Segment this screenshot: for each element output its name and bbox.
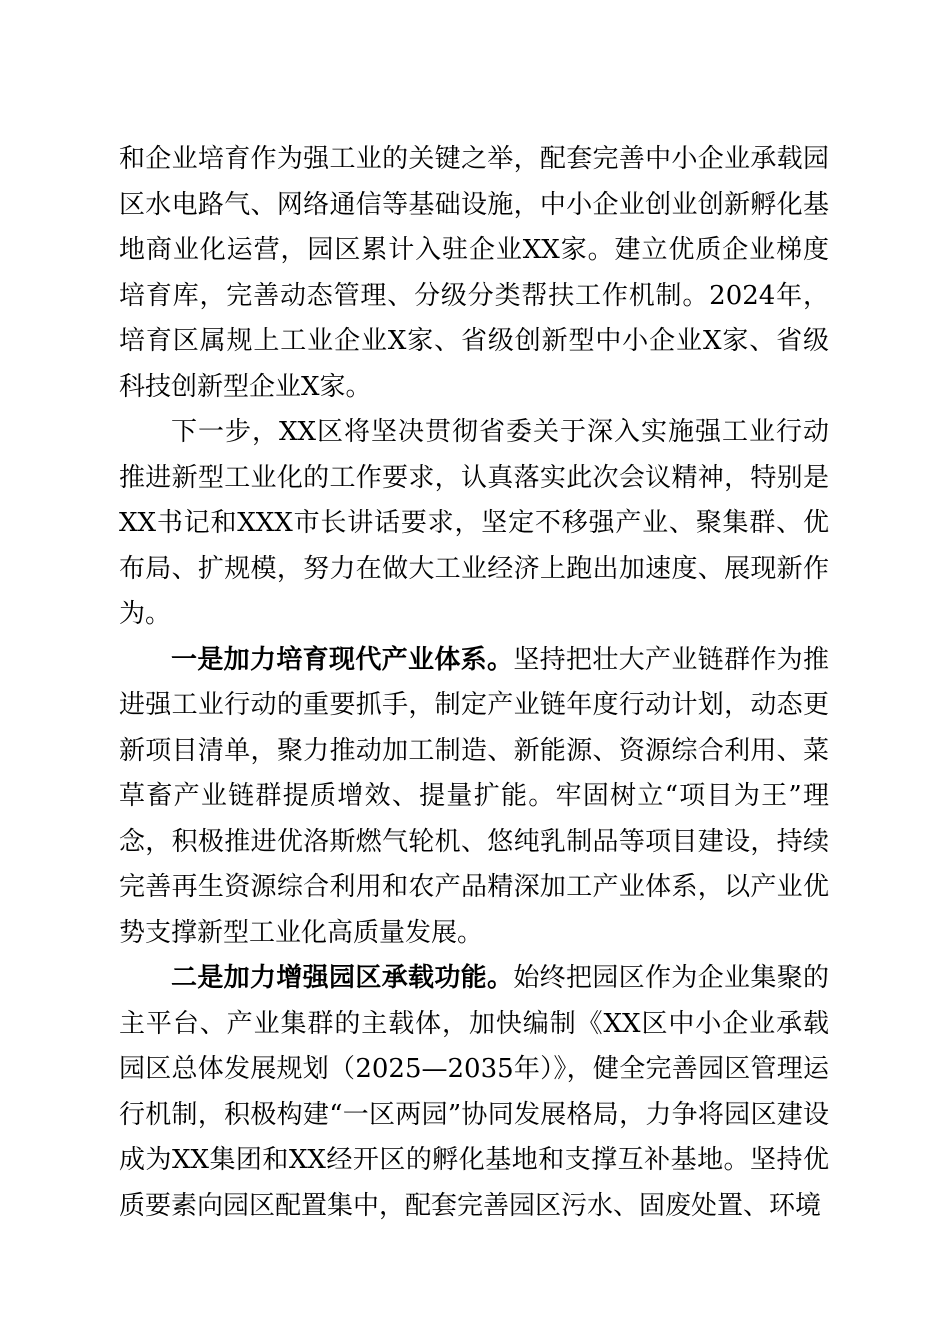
paragraph-point-two bbox=[119, 956, 829, 1229]
paragraph-text: 始终把园区作为企业集聚的主平台、产业集群的主载体，加快编制《XX区中小企业承载园区总体发展规划（2025—2035年）》，健全完善园区管理运行机制，积极构建“一区两园”协同发展格局，力争将园区建设成为XX集团和XX经开区的孵化基地和支撑互补基地。坚持优质要素向园区配置集中，配套完善园区污水、固废处置、环境 bbox=[119, 963, 829, 1221]
document-body bbox=[119, 137, 829, 1229]
paragraph-continued bbox=[119, 137, 829, 410]
paragraph-lead-heading: 一是加力培育现代产业体系。 bbox=[171, 644, 514, 675]
paragraph-lead-heading: 二是加力增强园区承载功能。 bbox=[171, 963, 514, 993]
paragraph-text: 和企业培育作为强工业的关键之举，配套完善中小企业承载园区水电路气、网络通信等基础设施，中小企业创业创新孵化基地商业化运营，园区累计入驻企业XX家。建立优质企业梯度培育库，完善动态管理、分级分类帮扶工作机制。2024年，培育区属规上工业企业X家、省级创新型中小企业X家、省级科技创新型企业X家。 bbox=[119, 144, 829, 402]
paragraph-point-one bbox=[119, 638, 829, 957]
paragraph-next-step bbox=[119, 410, 829, 638]
paragraph-text: 坚持把壮大产业链群作为推进强工业行动的重要抓手，制定产业链年度行动计划，动态更新项目清单，聚力推动加工制造、新能源、资源综合利用、菜草畜产业链群提质增效、提量扩能。牢固树立“项目为王”理念，积极推进优洛斯燃气轮机、悠纯乳制品等项目建设，持续完善再生资源综合利用和农产品精深加工产业体系，以产业优势支撑新型工业化高质量发展。 bbox=[119, 644, 829, 948]
paragraph-text: 下一步，XX区将坚决贯彻省委关于深入实施强工业行动推进新型工业化的工作要求，认真落实此次会议精神，特别是XX书记和XXX市长讲话要求，坚定不移强产业、聚集群、优布局、扩规模，努力在做大工业经济上跑出加速度、展现新作为。 bbox=[119, 417, 829, 629]
